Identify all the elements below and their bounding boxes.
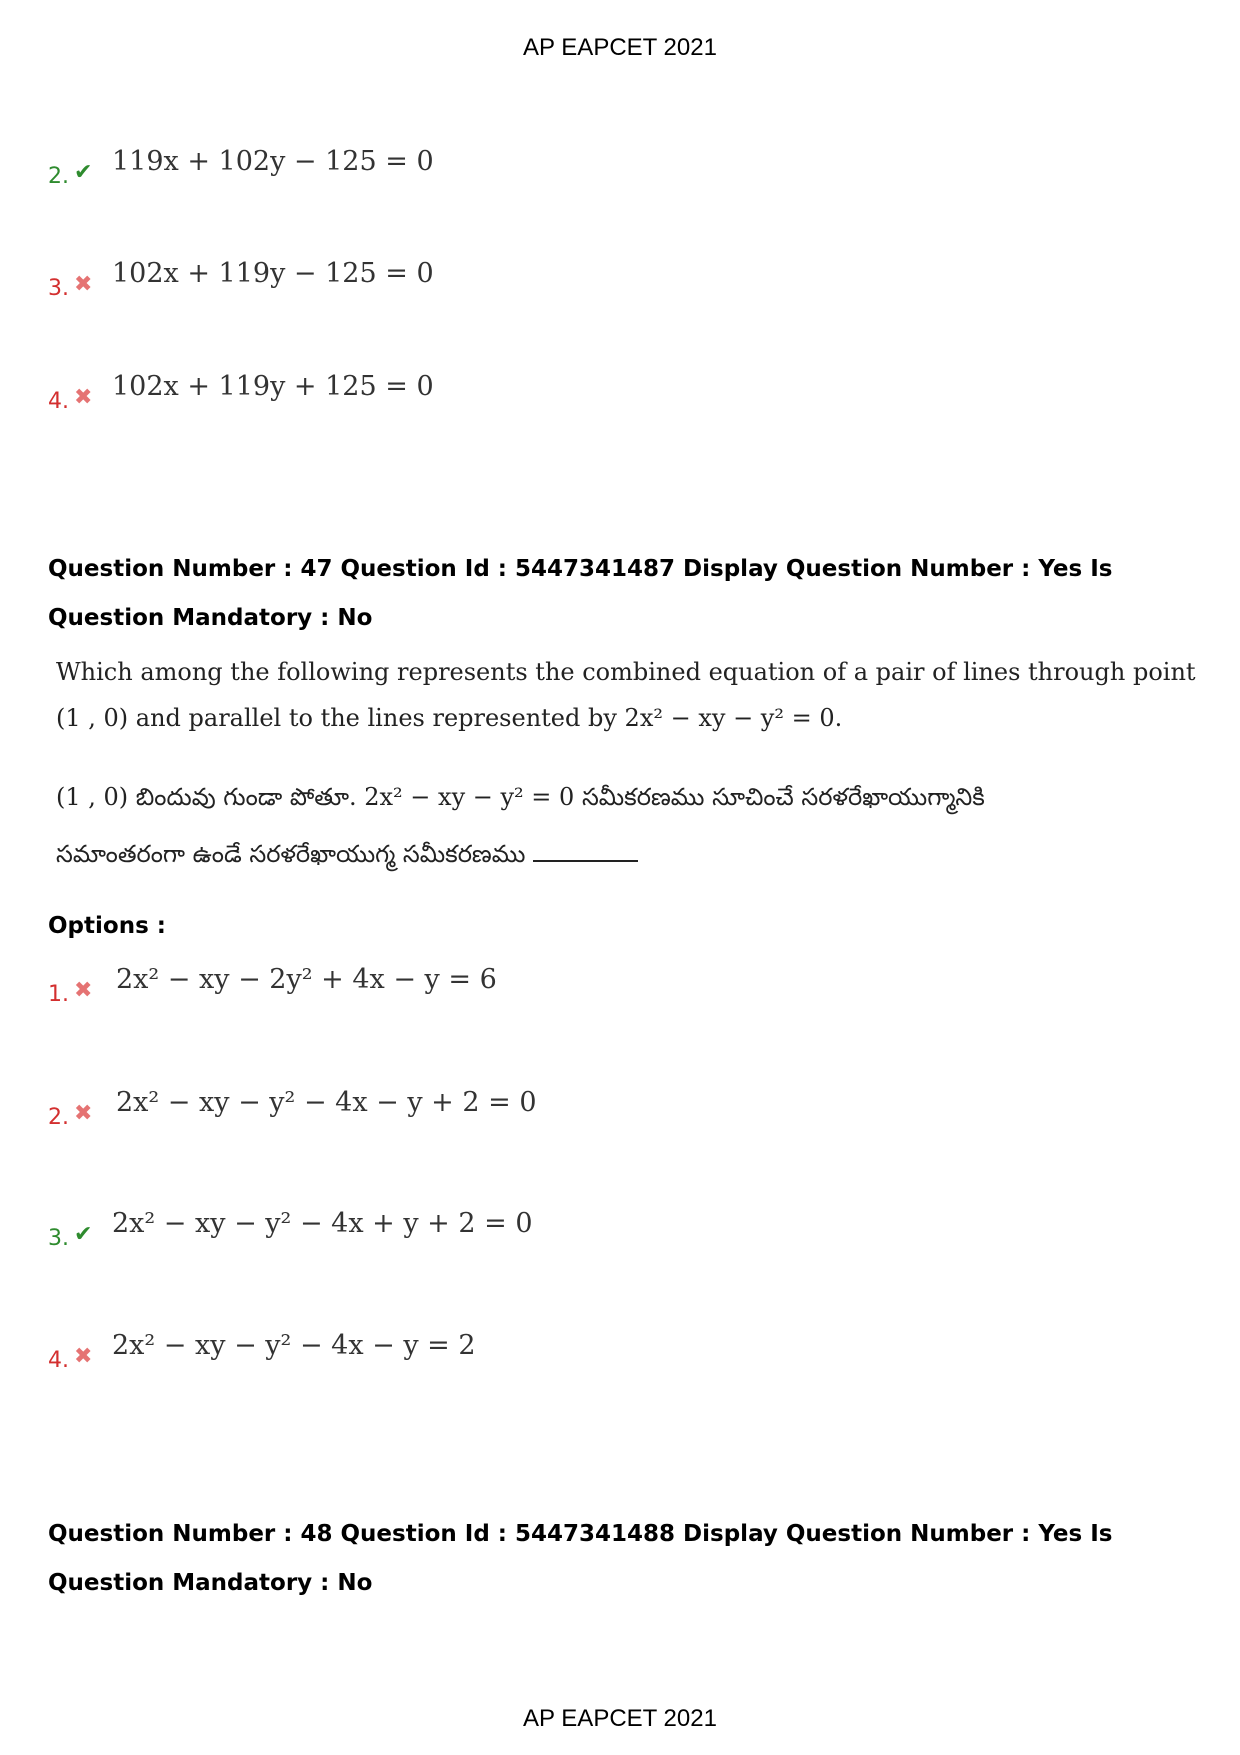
cross-icon: ✖ xyxy=(74,978,93,1003)
option-equation: 2x² − xy − 2y² + 4x − y = 6 xyxy=(116,964,497,995)
option-number: 3. xyxy=(48,1226,69,1251)
check-icon: ✔ xyxy=(74,1222,93,1247)
option-number: 2. xyxy=(48,164,69,189)
question-48-heading: Question Number : 48 Question Id : 5447341488 Display Question Number : Yes Is Question Mandatory : No xyxy=(48,1521,1113,1596)
option-equation: 2x² − xy − y² − 4x + y + 2 = 0 xyxy=(112,1208,533,1239)
option-number: 1. xyxy=(48,982,69,1007)
cross-icon: ✖ xyxy=(74,1101,93,1126)
option-equation: 102x + 119y + 125 = 0 xyxy=(112,371,434,402)
cross-icon: ✖ xyxy=(74,1344,93,1369)
cross-icon: ✖ xyxy=(74,385,93,410)
check-icon: ✔ xyxy=(74,160,93,185)
option-equation: 119x + 102y − 125 = 0 xyxy=(112,146,434,177)
answer-blank xyxy=(533,840,638,862)
option-number: 4. xyxy=(48,1348,69,1373)
question-text-en-line1: Which among the following represents the combined equation of a pair of lines through point xyxy=(56,658,1196,686)
question-text-te-line2-text: సమాంతరంగా ఉండే సరళరేఖాయుగ్మ సమీకరణము xyxy=(56,840,526,868)
option-equation: 2x² − xy − y² − 4x − y + 2 = 0 xyxy=(116,1087,537,1118)
page-footer: AP EAPCET 2021 xyxy=(523,1705,717,1732)
option-number: 2. xyxy=(48,1105,69,1130)
question-text-te-line1: (1 , 0) బిందువు గుండా పోతూ. 2x² − xy − y² = 0 సమీకరణము సూచించే సరళరేఖాయుగ్మానికి xyxy=(56,783,985,811)
question-text-te-line2 xyxy=(56,840,638,874)
option-equation: 2x² − xy − y² − 4x − y = 2 xyxy=(112,1330,476,1361)
options-label: Options : xyxy=(48,913,166,939)
question-text-en-line2: (1 , 0) and parallel to the lines represented by 2x² − xy − y² = 0. xyxy=(56,704,843,732)
page-header: AP EAPCET 2021 xyxy=(523,34,717,61)
cross-icon: ✖ xyxy=(74,272,93,297)
option-equation: 102x + 119y − 125 = 0 xyxy=(112,258,434,289)
option-number: 4. xyxy=(48,389,69,414)
option-number: 3. xyxy=(48,276,69,301)
question-47-heading: Question Number : 47 Question Id : 5447341487 Display Question Number : Yes Is Question Mandatory : No xyxy=(48,556,1113,631)
